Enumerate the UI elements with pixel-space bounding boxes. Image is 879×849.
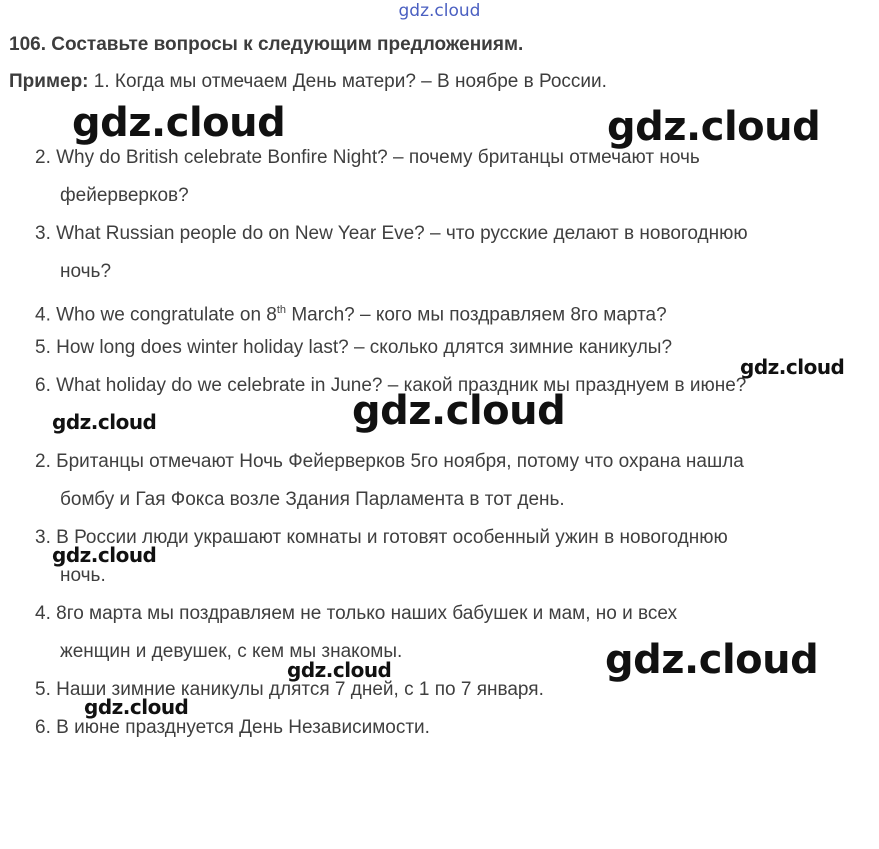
answer-item bbox=[35, 519, 865, 595]
watermark: gdz.cloud bbox=[352, 388, 566, 434]
example-line bbox=[9, 71, 607, 93]
answer-line: 6. В июне празднуется День Независимости. bbox=[35, 717, 430, 738]
watermark: gdz.cloud bbox=[740, 355, 845, 379]
watermark: gdz.cloud bbox=[605, 637, 819, 683]
example-text: 1. Когда мы отмечаем День матери? – В ноябре в России. bbox=[88, 71, 607, 92]
watermark: gdz.cloud bbox=[287, 658, 392, 682]
question-line: 5. How long does winter holiday last? – сколько длятся зимние каникулы? bbox=[35, 337, 673, 358]
watermark: gdz.cloud bbox=[84, 695, 189, 719]
question-line: 2. Why do British celebrate Bonfire Night? – почему британцы отмечают ночь bbox=[35, 147, 700, 168]
answer-line: 3. В России люди украшают комнаты и готовят особенный ужин в новогоднюю bbox=[35, 527, 728, 548]
question-post: March? – кого мы поздравляем 8го марта? bbox=[286, 304, 667, 326]
question-line: 6. What holiday do we celebrate in June? – какой праздник мы празднуем в июне? bbox=[35, 375, 747, 396]
question-pre: 4. Who we congratulate on 8 bbox=[35, 304, 277, 326]
watermark: gdz.cloud bbox=[607, 104, 821, 150]
answer-line: 4. 8го марта мы поздравляем не только наших бабушек и мам, но и всех bbox=[35, 603, 678, 624]
question-item bbox=[35, 291, 865, 334]
exercise-title: 106. Составьте вопросы к следующим предложениям. bbox=[9, 34, 524, 55]
top-watermark: gdz.cloud bbox=[398, 1, 481, 21]
watermark: gdz.cloud bbox=[52, 543, 157, 567]
example-label: Пример: bbox=[9, 71, 89, 92]
answer-continuation: женщин и девушек, с кем мы знакомы. bbox=[60, 641, 403, 662]
answer-line: 5. Наши зимние каникулы длятся 7 дней, с 1 по 7 января. bbox=[35, 679, 544, 700]
question-line: 3. What Russian people do on New Year Eve? – что русские делают в новогоднюю bbox=[35, 223, 748, 244]
answer-line: 2. Британцы отмечают Ночь Фейерверков 5го ноября, потому что охрана нашла bbox=[35, 451, 744, 472]
watermark: gdz.cloud bbox=[52, 410, 157, 434]
answer-item bbox=[35, 443, 865, 519]
question-continuation: фейерверков? bbox=[60, 185, 189, 206]
watermark: gdz.cloud bbox=[72, 100, 286, 146]
question-item bbox=[35, 139, 865, 215]
answer-continuation: ночь. bbox=[60, 565, 106, 586]
question-continuation: ночь? bbox=[60, 261, 112, 282]
question-sup: th bbox=[276, 304, 287, 316]
answer-continuation: бомбу и Гая Фокса возле Здания Парламента в тот день. bbox=[60, 489, 565, 510]
question-item bbox=[35, 215, 865, 291]
